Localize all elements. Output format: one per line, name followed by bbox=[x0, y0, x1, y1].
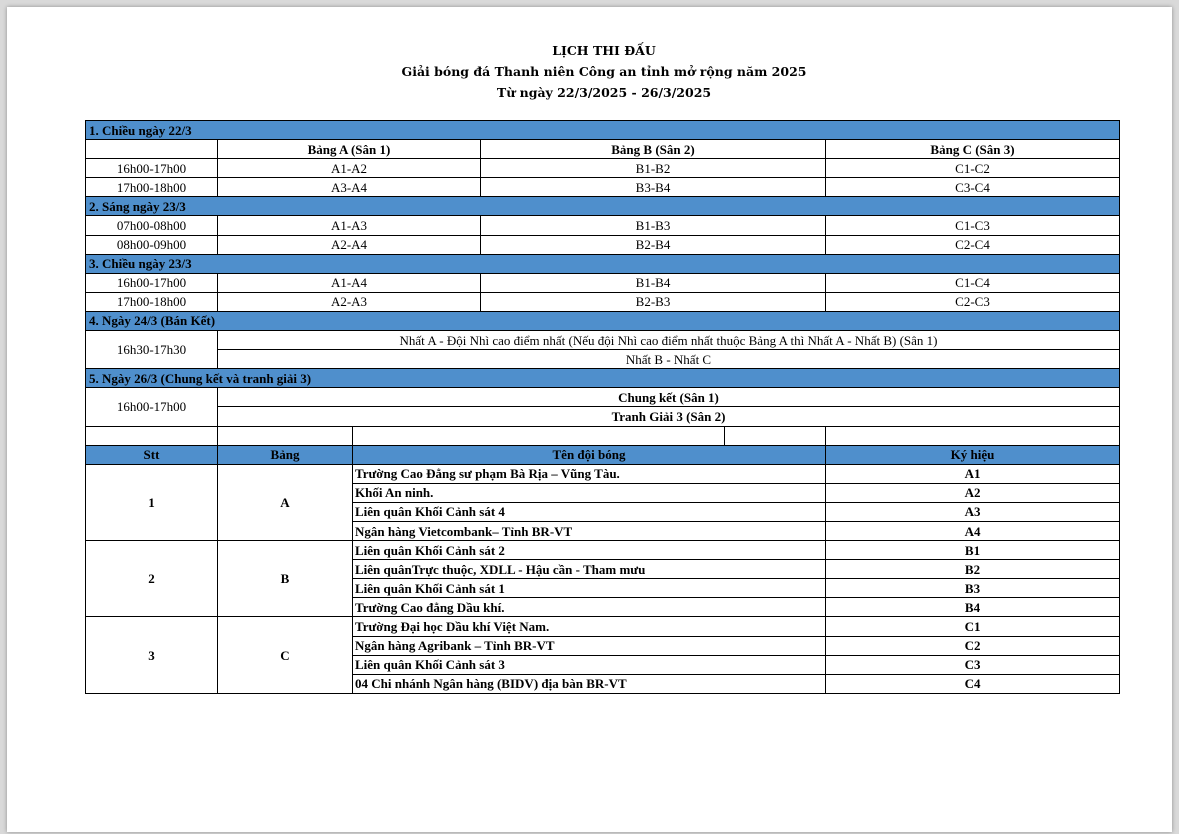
tournament-name: Giải bóng đá Thanh niên Công an tỉnh mở rộng năm 2025 bbox=[401, 64, 807, 79]
teams-header-row bbox=[86, 445, 1120, 464]
semifinal-row bbox=[86, 331, 1120, 350]
match-c: C2-C3 bbox=[826, 292, 1120, 311]
team-code: A2 bbox=[826, 483, 1120, 502]
team-name-header: Tên đội bóng bbox=[353, 445, 826, 464]
team-code: C1 bbox=[826, 617, 1120, 636]
document-title: LỊCH THI ĐẤU bbox=[552, 43, 656, 58]
group-letter: B bbox=[218, 541, 353, 617]
semifinal-title: 4. Ngày 24/3 (Bán Kết) bbox=[86, 311, 1120, 330]
match-row bbox=[86, 178, 1120, 197]
semifinal-time: 16h30-17h30 bbox=[86, 331, 218, 369]
match-a: A1-A2 bbox=[218, 159, 481, 178]
team-name: Liên quân Khối Cảnh sát 2 bbox=[353, 541, 826, 560]
third-place-match: Tranh Giải 3 (Sân 2) bbox=[218, 407, 1120, 426]
final-title: 5. Ngày 26/3 (Chung kết và tranh giải 3) bbox=[86, 369, 1120, 388]
match-a: A1-A4 bbox=[218, 273, 481, 292]
match-b: B1-B2 bbox=[481, 159, 826, 178]
team-name: Liên quân Khối Cảnh sát 4 bbox=[353, 502, 826, 521]
match-b: B2-B3 bbox=[481, 292, 826, 311]
match-c: C3-C4 bbox=[826, 178, 1120, 197]
group-letter: C bbox=[218, 617, 353, 693]
empty-cell bbox=[725, 426, 826, 445]
group-stt: 1 bbox=[86, 464, 218, 540]
team-code: B2 bbox=[826, 560, 1120, 579]
group-a-header: Bảng A (Sân 1) bbox=[218, 140, 481, 159]
session-header-row bbox=[86, 369, 1120, 388]
code-header: Ký hiệu bbox=[826, 445, 1120, 464]
team-code: A1 bbox=[826, 464, 1120, 483]
match-row bbox=[86, 235, 1120, 254]
match-time: 16h00-17h00 bbox=[86, 159, 218, 178]
group-header: Bảng bbox=[218, 445, 353, 464]
team-name: Liên quânTrực thuộc, XDLL - Hậu cần - Tham mưu bbox=[353, 560, 826, 579]
group-c-header: Bảng C (Sân 3) bbox=[826, 140, 1120, 159]
team-name: Liên quân Khối Cảnh sát 3 bbox=[353, 655, 826, 674]
match-row bbox=[86, 273, 1120, 292]
session-header-row bbox=[86, 121, 1120, 140]
group-letter: A bbox=[218, 464, 353, 540]
empty-cell bbox=[218, 426, 353, 445]
semifinal-match-2: Nhất B - Nhất C bbox=[218, 350, 1120, 369]
session-title: 3. Chiều ngày 23/3 bbox=[86, 254, 1120, 273]
match-c: C1-C4 bbox=[826, 273, 1120, 292]
match-c: C1-C2 bbox=[826, 159, 1120, 178]
team-code: A4 bbox=[826, 521, 1120, 540]
session-header-row bbox=[86, 254, 1120, 273]
final-time: 16h00-17h00 bbox=[86, 388, 218, 426]
final-row bbox=[86, 407, 1120, 426]
semifinal-match-1: Nhất A - Đội Nhì cao điểm nhất (Nếu đội Nhì cao điểm nhất thuộc Bảng A thì Nhất A - Nhất B) (Sân 1) bbox=[218, 331, 1120, 350]
team-code: B1 bbox=[826, 541, 1120, 560]
match-time: 08h00-09h00 bbox=[86, 235, 218, 254]
match-time: 17h00-18h00 bbox=[86, 292, 218, 311]
empty-cell bbox=[86, 140, 218, 159]
stt-header: Stt bbox=[86, 445, 218, 464]
team-name: Liên quân Khối Cảnh sát 1 bbox=[353, 579, 826, 598]
match-c: C2-C4 bbox=[826, 235, 1120, 254]
team-code: C3 bbox=[826, 655, 1120, 674]
match-a: A2-A4 bbox=[218, 235, 481, 254]
team-code: B3 bbox=[826, 579, 1120, 598]
team-code: C4 bbox=[826, 674, 1120, 693]
match-b: B3-B4 bbox=[481, 178, 826, 197]
team-row bbox=[86, 464, 1120, 483]
team-name: Trường Cao Đẳng sư phạm Bà Rịa – Vũng Tàu. bbox=[353, 464, 826, 483]
group-stt: 2 bbox=[86, 541, 218, 617]
match-time: 16h00-17h00 bbox=[86, 273, 218, 292]
team-code: B4 bbox=[826, 598, 1120, 617]
match-b: B1-B4 bbox=[481, 273, 826, 292]
team-name: Ngân hàng Agribank – Tỉnh BR-VT bbox=[353, 636, 826, 655]
match-b: B1-B3 bbox=[481, 216, 826, 235]
date-range: Từ ngày 22/3/2025 - 26/3/2025 bbox=[496, 85, 712, 100]
group-b-header: Bảng B (Sân 2) bbox=[481, 140, 826, 159]
session-title: 1. Chiều ngày 22/3 bbox=[86, 121, 1120, 140]
session-header-row bbox=[86, 197, 1120, 216]
match-row bbox=[86, 216, 1120, 235]
match-b: B2-B4 bbox=[481, 235, 826, 254]
final-row bbox=[86, 388, 1120, 407]
match-time: 07h00-08h00 bbox=[86, 216, 218, 235]
team-name: Ngân hàng Vietcombank– Tỉnh BR-VT bbox=[353, 521, 826, 540]
schedule-table bbox=[85, 120, 1120, 694]
session-header-row bbox=[86, 311, 1120, 330]
group-stt: 3 bbox=[86, 617, 218, 693]
spacer-row bbox=[86, 426, 1120, 445]
empty-cell bbox=[86, 426, 218, 445]
group-header-row bbox=[86, 140, 1120, 159]
empty-cell bbox=[353, 426, 725, 445]
match-a: A3-A4 bbox=[218, 178, 481, 197]
match-a: A2-A3 bbox=[218, 292, 481, 311]
final-match: Chung kết (Sân 1) bbox=[218, 388, 1120, 407]
title-block bbox=[0, 40, 1179, 103]
semifinal-row bbox=[86, 350, 1120, 369]
team-row bbox=[86, 617, 1120, 636]
match-a: A1-A3 bbox=[218, 216, 481, 235]
team-name: Trường Cao đẳng Dầu khí. bbox=[353, 598, 826, 617]
match-row bbox=[86, 292, 1120, 311]
team-name: 04 Chi nhánh Ngân hàng (BIDV) địa bàn BR-VT bbox=[353, 674, 826, 693]
match-c: C1-C3 bbox=[826, 216, 1120, 235]
session-title: 2. Sáng ngày 23/3 bbox=[86, 197, 1120, 216]
team-row bbox=[86, 541, 1120, 560]
team-name: Khối An ninh. bbox=[353, 483, 826, 502]
team-code: A3 bbox=[826, 502, 1120, 521]
empty-cell bbox=[826, 426, 1120, 445]
team-name: Trường Đại học Dầu khí Việt Nam. bbox=[353, 617, 826, 636]
team-code: C2 bbox=[826, 636, 1120, 655]
match-row bbox=[86, 159, 1120, 178]
match-time: 17h00-18h00 bbox=[86, 178, 218, 197]
